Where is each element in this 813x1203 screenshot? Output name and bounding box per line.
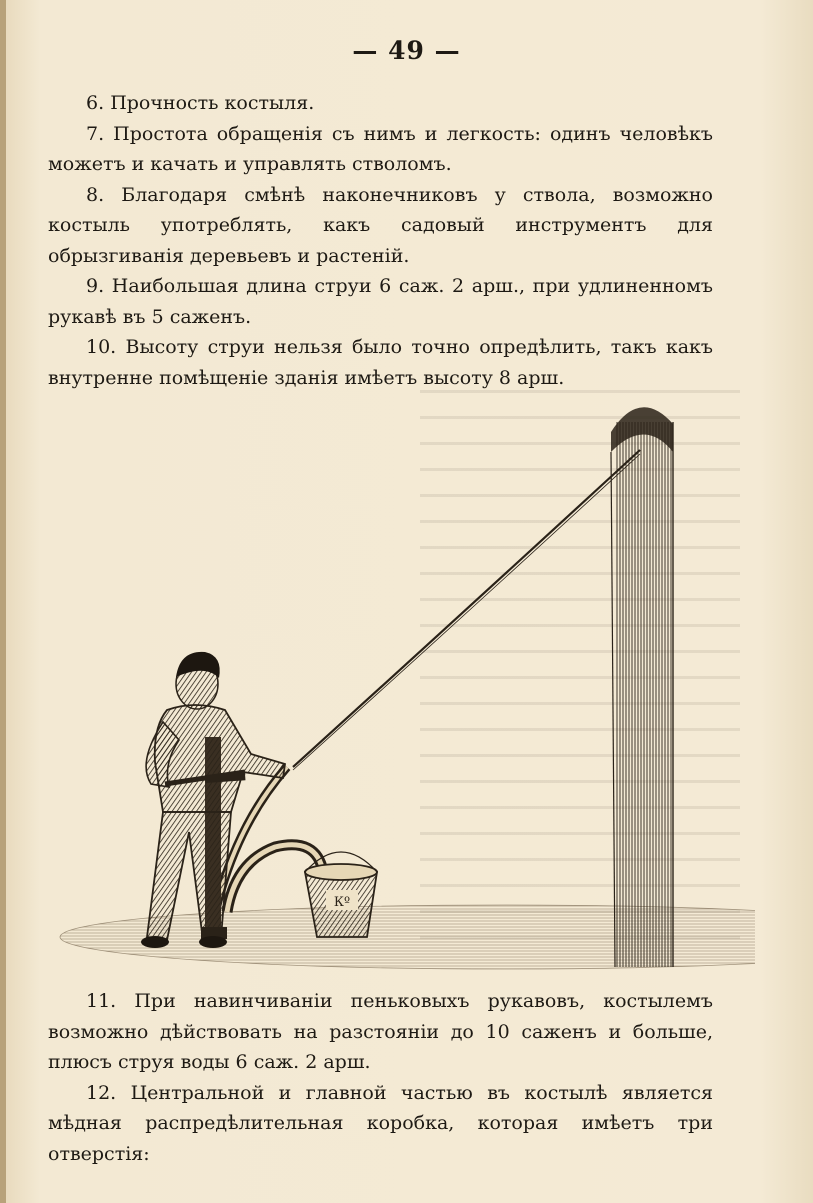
paragraph-10 (48, 332, 713, 393)
paragraph-9 (48, 271, 713, 332)
page-edge (0, 0, 6, 1203)
bucket-mark: Кº (333, 895, 351, 910)
paragraph-text: Высоту струи нельзя было точно опредѣлить, такъ какъ внутренне помѣщеніе зданія имѣетъ высоту 8 арш. (48, 336, 713, 389)
paragraph-number: 8. (86, 183, 105, 206)
man-with-pump-illustration (55, 392, 755, 972)
paragraph-text: Простота обращенія съ нимъ и легкость: одинъ человѣкъ можетъ и качать и управлять стволомъ. (48, 122, 713, 175)
page-number: — 49 — (352, 36, 461, 65)
paragraph-11 (48, 986, 713, 1078)
paragraph-number: 9. (86, 275, 105, 297)
paragraph-number: 12. (86, 1081, 117, 1104)
paragraph-text: Наибольшая длина струи 6 саж. 2 арш., при удлиненномъ рукавѣ въ 5 саженъ. (48, 275, 713, 328)
paragraph-8 (48, 180, 713, 272)
engraving-illustration (55, 392, 755, 972)
paragraph-text: Центральной и главной частью въ костылѣ является мѣдная распредѣлительная коробка, которая имѣетъ три отверстія: (48, 1081, 713, 1165)
paragraph-12 (48, 1078, 713, 1170)
paragraph-number: 7. (86, 122, 105, 145)
paragraph-7 (48, 119, 713, 180)
text-block-top (48, 88, 713, 393)
paragraph-number: 10. (86, 336, 117, 358)
water-jet (293, 450, 640, 767)
paragraph-text: Благодаря смѣнѣ наконечниковъ у ствола, возможно костыль употреблять, какъ садовый инструментъ для обрызгиванія деревьевъ и растеній. (48, 183, 713, 267)
paragraph-text: При навинчиваніи пеньковыхъ рукавовъ, костылемъ возможно дѣйствовать на разстояніи до 10 саженъ и больше, плюсъ струя воды 6 саж. 2 арш. (48, 990, 713, 1073)
text-block-bottom (48, 986, 713, 1169)
paragraph-6 (48, 88, 713, 119)
paragraph-text: Прочность костыля. (110, 92, 315, 114)
paragraph-number: 11. (86, 990, 117, 1012)
water-column (611, 407, 673, 967)
paragraph-number: 6. (86, 92, 105, 114)
